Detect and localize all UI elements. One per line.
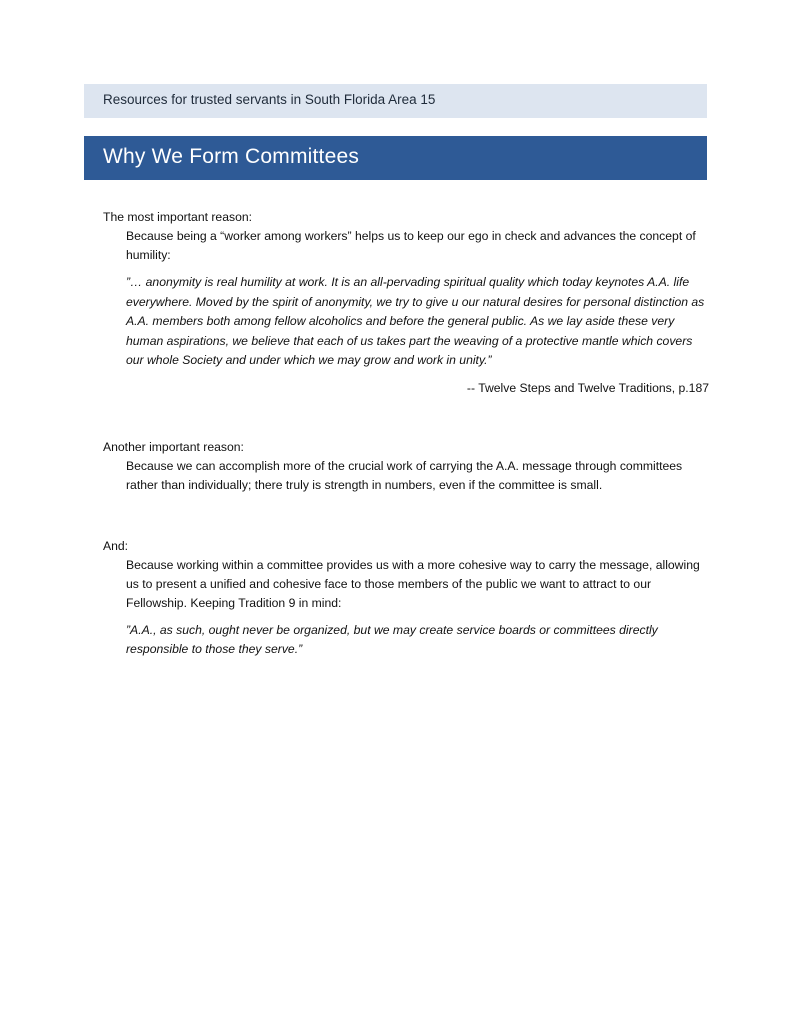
banner-text: Resources for trusted servants in South Florida Area 15 <box>103 92 436 107</box>
page-title: Why We Form Committees <box>103 145 360 168</box>
section-and <box>103 537 709 660</box>
section-body: Because being a “worker among workers” helps us to keep our ego in check and advances the concept of humility: <box>126 229 696 262</box>
traditions-quote: ”… anonymity is real humility at work. It is an all-pervading spiritual quality which today keynotes A.A. life everywhere. Moved by the spirit of anonymity, we try to give u our natural desires for personal distinction as A.A. members both among fellow alcoholics and before the general public. As we lay aside these very human aspirations, we believe that each of us takes part the weaving of a protective mantle which covers our whole Society and under which we may grow and work in unity.” <box>126 275 705 367</box>
section-most-important <box>103 208 709 398</box>
quote-citation: -- Twelve Steps and Twelve Traditions, p.187 <box>466 380 709 395</box>
document-body <box>103 208 709 660</box>
document-banner <box>84 84 707 118</box>
section-another-reason <box>103 438 709 495</box>
spacer <box>103 495 709 537</box>
tradition-nine-quote: ”A.A., as such, ought never be organized, but we may create service boards or committees directly responsible to those they serve.” <box>126 622 658 656</box>
spacer <box>103 398 709 438</box>
section-body: Because we can accomplish more of the crucial work of carrying the A.A. message through committees rather than individually; there truly is strength in numbers, even if the committee is small. <box>126 458 683 492</box>
page-title-bar <box>84 136 707 180</box>
section-heading: Another important reason: <box>103 439 244 454</box>
section-heading: And: <box>103 538 129 553</box>
section-heading: The most important reason: <box>103 210 253 224</box>
section-body: Because working within a committee provides us with a more cohesive way to carry the message, allowing us to present a unified and cohesive face to those members of the public we want to attract to our Fellowship. Keeping Tradition 9 in mind: <box>126 557 700 610</box>
